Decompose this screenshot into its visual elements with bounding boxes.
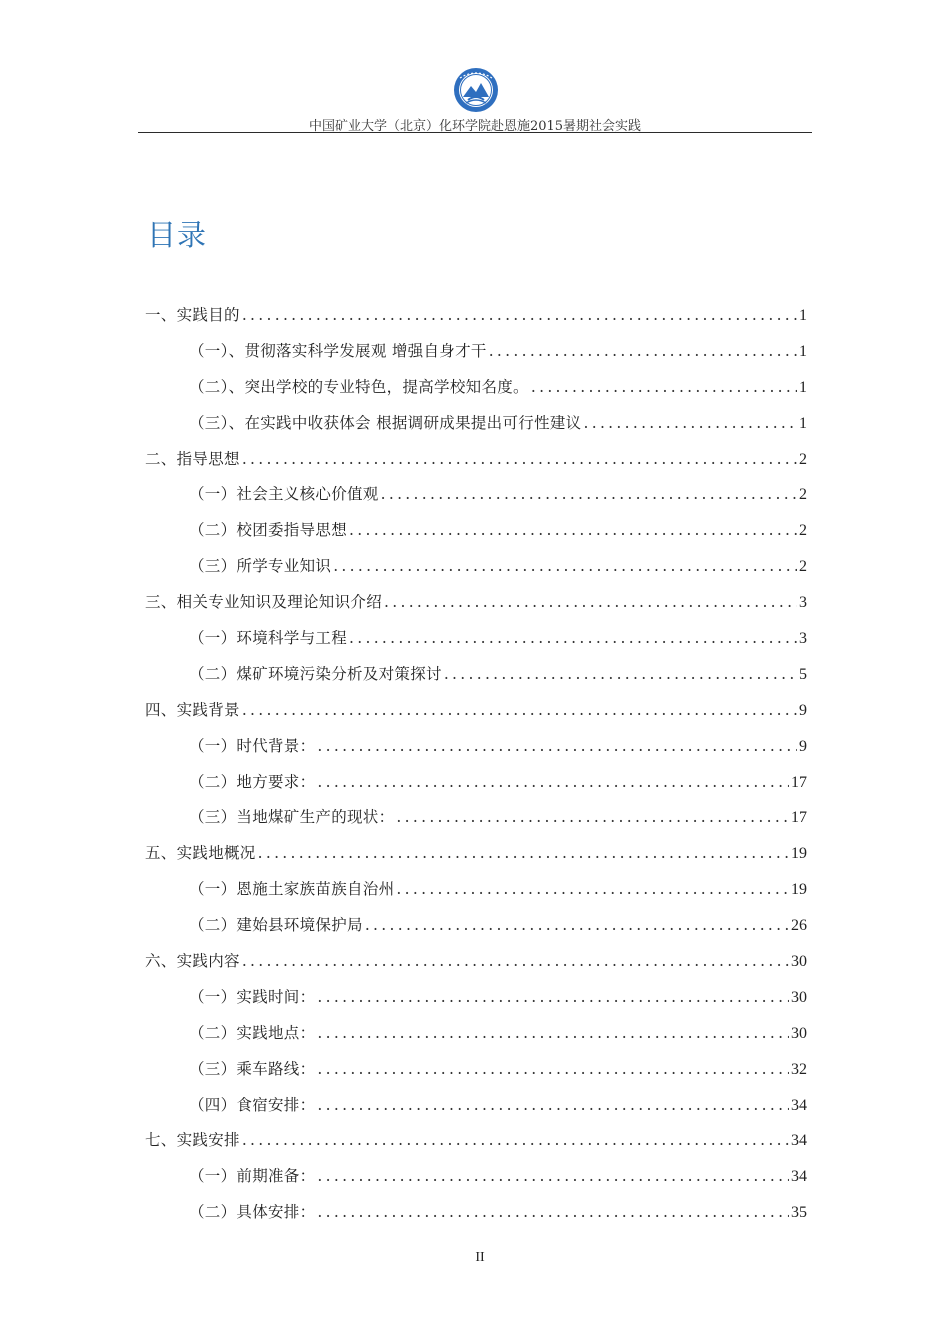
toc-entry-label: （二）、突出学校的专业特色，提高学校知名度。: [189, 377, 529, 396]
toc-entry-page: 1: [799, 307, 807, 324]
toc-entry-label: （二）地方要求：: [189, 772, 316, 791]
toc-entry[interactable]: [145, 1128, 807, 1164]
toc-entry[interactable]: [145, 662, 807, 698]
toc-entry[interactable]: [145, 698, 807, 734]
toc-entry-page: 32: [791, 1060, 807, 1078]
toc-entry[interactable]: [145, 554, 807, 590]
toc-entry-label: 五、实践地概况: [145, 844, 256, 863]
toc-entry-page: 30: [791, 988, 807, 1006]
toc-entry-page: 19: [791, 845, 807, 863]
toc-dot-leader: [242, 952, 789, 970]
toc-entry[interactable]: [145, 447, 807, 483]
toc-dot-leader: [317, 1096, 789, 1114]
toc-entry[interactable]: [145, 411, 807, 447]
toc-dot-leader: [396, 808, 789, 826]
toc-dot-leader: [317, 1203, 789, 1221]
toc-entry-label: 七、实践安排: [145, 1131, 240, 1150]
toc-entry[interactable]: [145, 1021, 807, 1057]
toc-dot-leader: [317, 1024, 789, 1042]
toc-entry[interactable]: [145, 841, 807, 877]
toc-entry-label: （三）当地煤矿生产的现状：: [189, 808, 395, 827]
toc-dot-leader: [242, 1131, 789, 1149]
toc-entry-label: 三、相关专业知识及理论知识介绍: [145, 593, 383, 612]
header-title: 中国矿业大学（北京）化环学院赴恩施2015暑期社会实践: [308, 119, 642, 134]
toc-entry-label: （一）实践时间：: [189, 987, 316, 1006]
toc-entry-label: （二）煤矿环境污染分析及对策探讨: [189, 664, 442, 683]
toc-entry-label: 四、实践背景: [145, 700, 240, 719]
toc-dot-leader: [384, 593, 797, 611]
toc-entry[interactable]: [145, 913, 807, 949]
toc-dot-leader: [317, 737, 797, 755]
toc-entry[interactable]: [145, 949, 807, 985]
toc-entry-page: 3: [799, 594, 807, 612]
toc-dot-leader: [381, 485, 797, 503]
toc-entry[interactable]: [145, 518, 807, 554]
toc-entry-label: 六、实践内容: [145, 952, 240, 971]
toc-entry-page: 2: [799, 558, 807, 576]
toc-dot-leader: [258, 844, 789, 862]
university-emblem-icon: [452, 66, 500, 114]
toc-dot-leader: [349, 521, 797, 539]
toc-entry-page: 35: [791, 1204, 807, 1222]
toc-dot-leader: [396, 880, 789, 898]
toc-entry-label: （一）社会主义核心价值观: [189, 485, 379, 504]
toc-entry[interactable]: [145, 1057, 807, 1093]
toc-entry-page: 34: [791, 1096, 807, 1114]
toc-entry[interactable]: [145, 303, 807, 339]
toc-entry[interactable]: [145, 482, 807, 518]
toc-entry[interactable]: [145, 1200, 807, 1236]
toc-entry-label: （三）、在实践中收获体会 根据调研成果提出可行性建议: [189, 413, 582, 432]
toc-dot-leader: [365, 916, 789, 934]
toc-dot-leader: [531, 378, 797, 396]
toc-dot-leader: [583, 414, 797, 432]
toc-dot-leader: [349, 629, 797, 647]
toc-entry-label: （二）具体安排：: [189, 1203, 316, 1222]
toc-dot-leader: [242, 306, 797, 324]
toc-dot-leader: [317, 1167, 789, 1185]
toc-entry-page: 2: [799, 522, 807, 540]
toc-entry-page: 2: [799, 486, 807, 504]
toc-entry-label: （一）恩施土家族苗族自治州: [189, 880, 395, 899]
toc-entry-label: （一）、贯彻落实科学发展观 增强自身才干: [189, 341, 487, 360]
toc-dot-leader: [317, 988, 789, 1006]
toc-entry-label: 一、实践目的: [145, 306, 240, 324]
toc-entry-page: 2: [799, 450, 807, 468]
toc-dot-leader: [242, 450, 797, 468]
page-number: II: [475, 1250, 485, 1265]
toc-entry-page: 17: [791, 809, 807, 827]
toc-entry-label: （一）前期准备：: [189, 1167, 316, 1186]
toc-entry[interactable]: [145, 339, 807, 375]
toc-entry[interactable]: [145, 877, 807, 913]
toc-dot-leader: [317, 1060, 789, 1078]
toc-dot-leader: [242, 701, 797, 719]
toc-entry[interactable]: [145, 590, 807, 626]
toc-dot-leader: [489, 342, 797, 360]
toc-entry[interactable]: [145, 375, 807, 411]
toc-entry[interactable]: [145, 1093, 807, 1129]
toc-entry-label: （二）实践地点：: [189, 1023, 316, 1042]
toc-entry-page: 30: [791, 1024, 807, 1042]
toc-entry-page: 17: [791, 773, 807, 791]
toc-entry-label: （二）校团委指导思想: [189, 521, 348, 540]
toc-title: 目录: [147, 218, 208, 252]
toc-dot-leader: [333, 557, 797, 575]
toc-entry-page: 9: [799, 737, 807, 755]
toc-entry[interactable]: [145, 805, 807, 841]
toc-entry-page: 26: [791, 917, 807, 935]
toc-entry[interactable]: [145, 770, 807, 806]
toc-entry-page: 1: [799, 342, 807, 360]
toc-entry-label: （二）建始县环境保护局: [189, 916, 363, 935]
toc-entry-page: 30: [791, 953, 807, 971]
table-of-contents: [145, 303, 807, 1236]
toc-entry-page: 34: [791, 1168, 807, 1186]
toc-entry-label: （四）食宿安排：: [189, 1095, 316, 1114]
toc-entry[interactable]: [145, 985, 807, 1021]
toc-entry-page: 1: [799, 378, 807, 396]
toc-entry[interactable]: [145, 1164, 807, 1200]
toc-entry-page: 3: [799, 630, 807, 648]
toc-entry-page: 5: [799, 665, 807, 683]
toc-dot-leader: [444, 665, 797, 683]
toc-entry[interactable]: [145, 626, 807, 662]
toc-entry-label: 二、指导思想: [145, 449, 240, 468]
toc-entry-page: 19: [791, 881, 807, 899]
toc-entry-label: （一）环境科学与工程: [189, 629, 348, 648]
toc-entry-page: 9: [799, 701, 807, 719]
toc-dot-leader: [317, 773, 789, 791]
toc-entry-page: 1: [799, 414, 807, 432]
header-divider: [138, 132, 812, 133]
toc-entry-label: （一）时代背景：: [189, 736, 316, 755]
toc-entry-label: （三）乘车路线：: [189, 1059, 316, 1078]
toc-entry-page: 34: [791, 1132, 807, 1150]
toc-entry-label: （三）所学专业知识: [189, 557, 332, 576]
toc-entry[interactable]: [145, 734, 807, 770]
